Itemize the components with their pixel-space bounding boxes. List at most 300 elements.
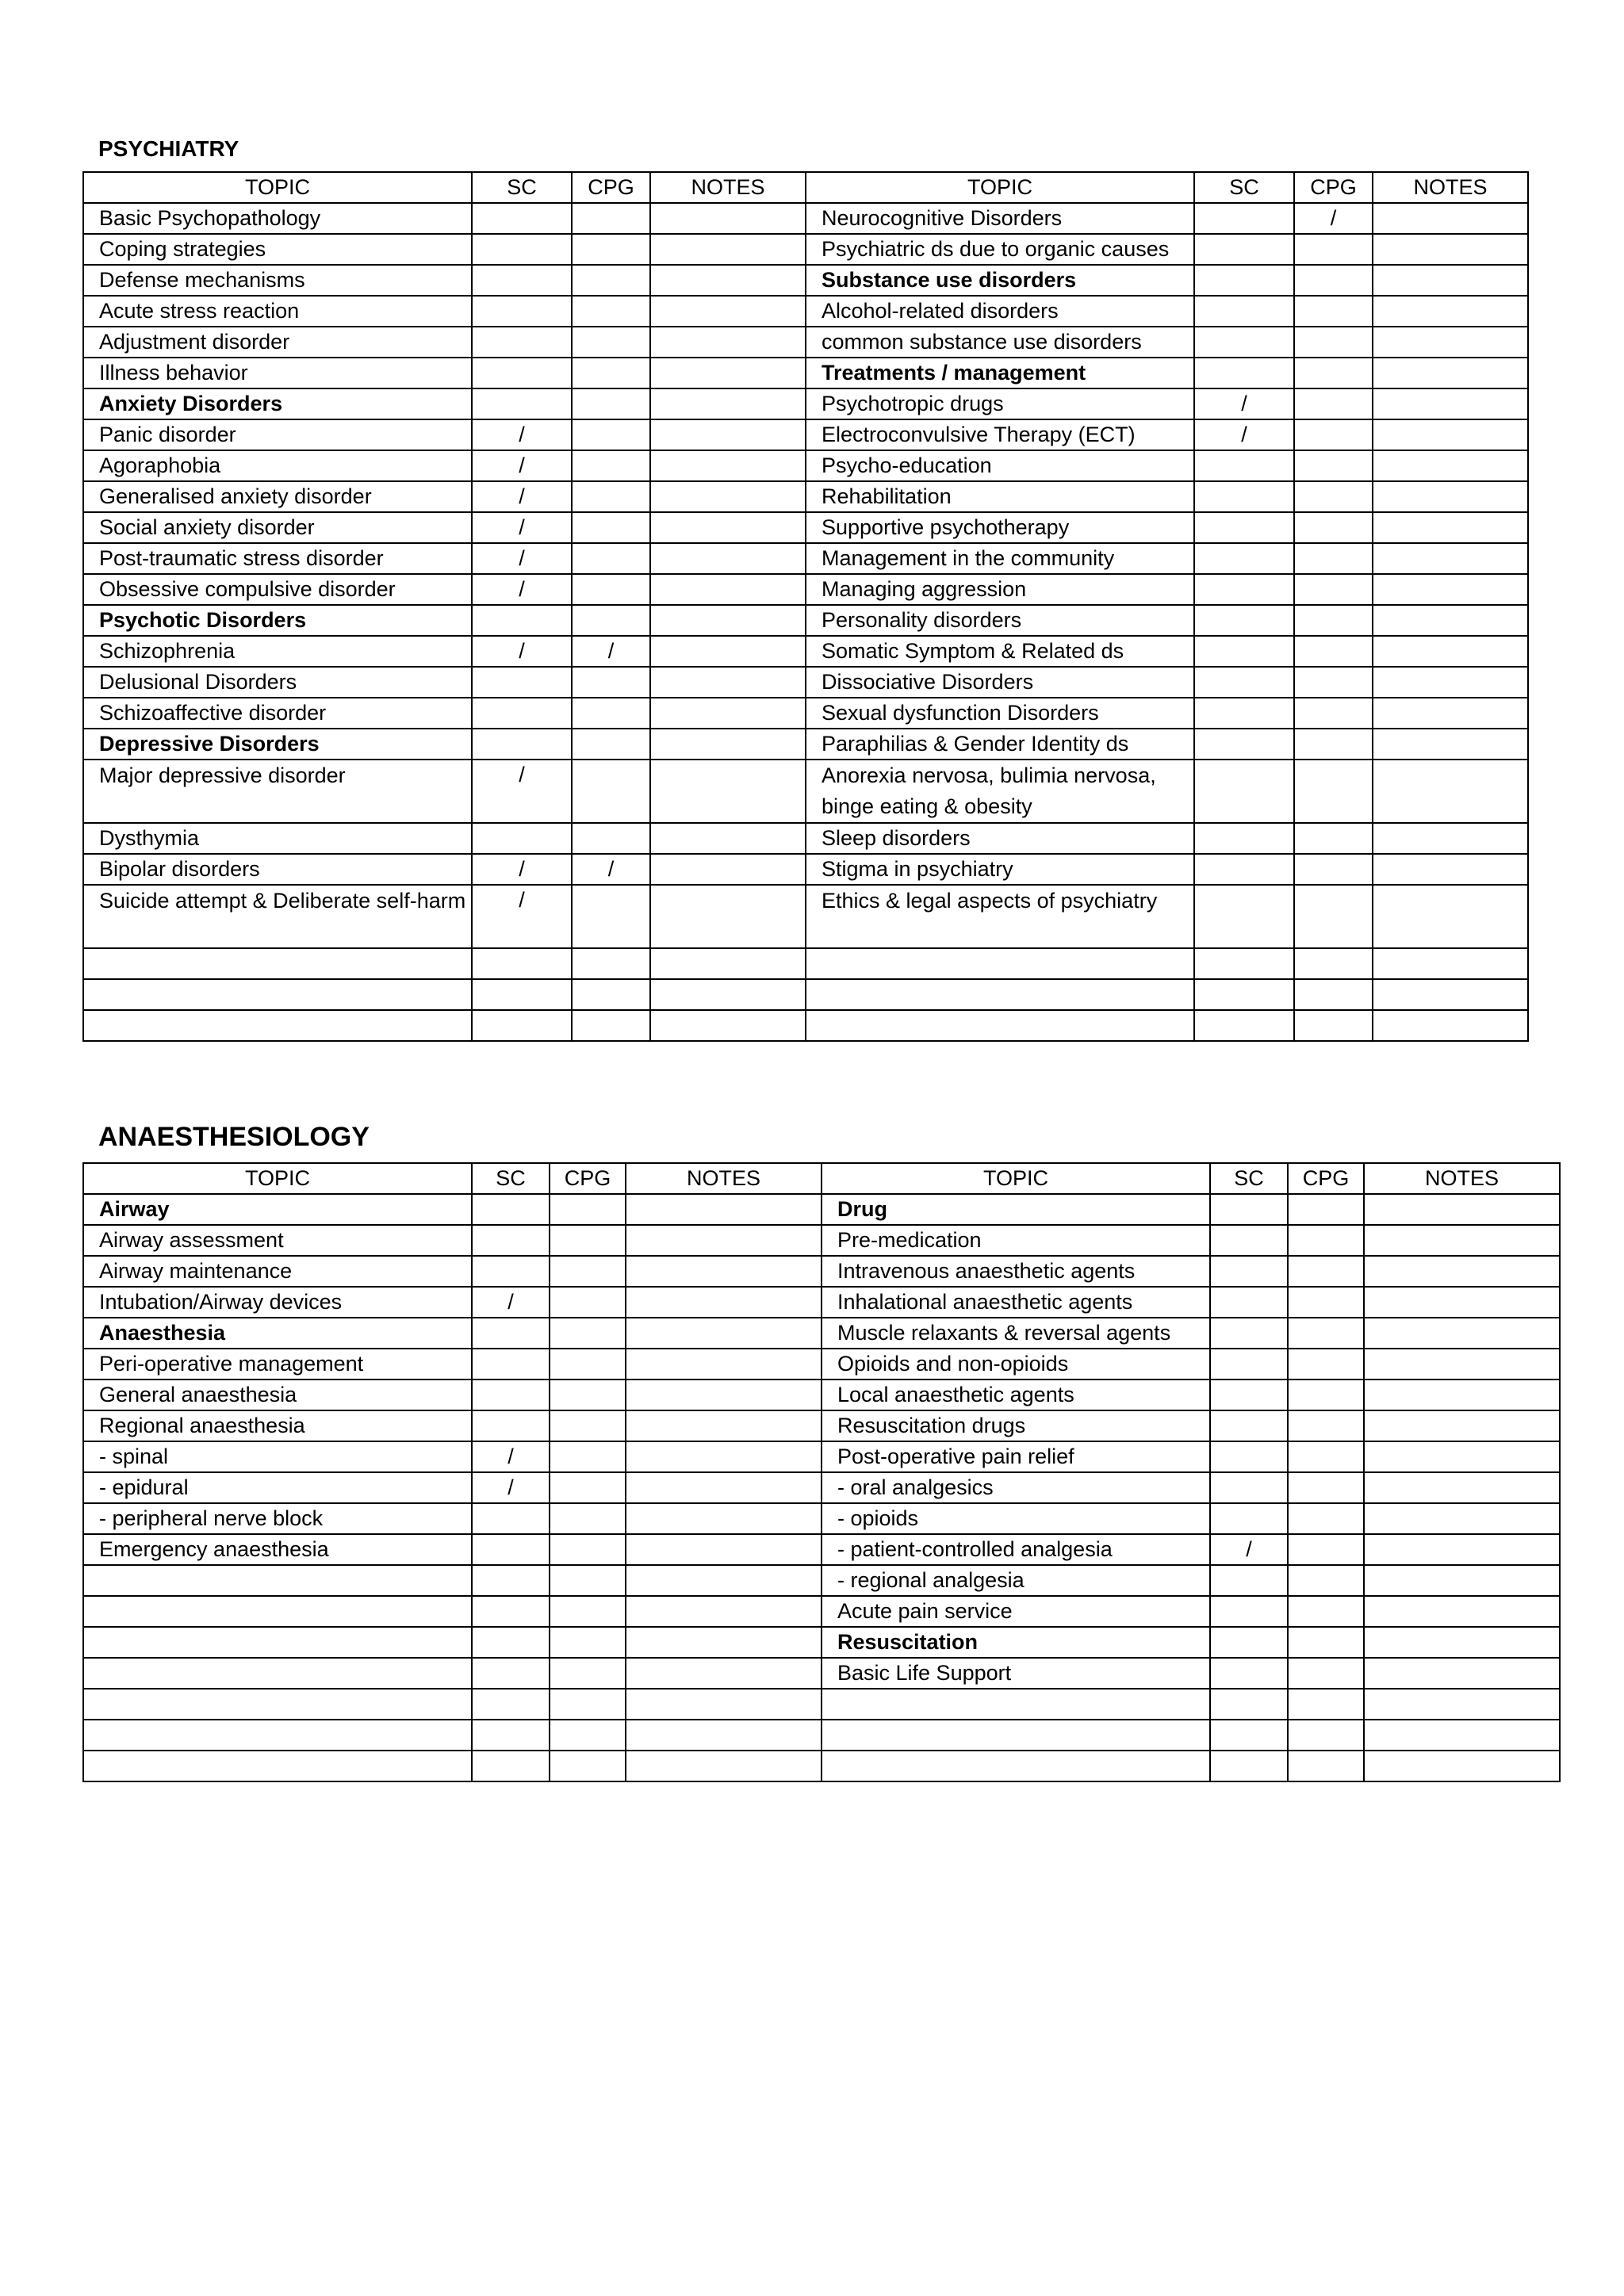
topic-cell-left [83, 1658, 472, 1689]
cpg-cell-left [572, 327, 650, 358]
table-row [83, 1410, 1560, 1441]
cpg-cell-right [1288, 1596, 1364, 1627]
sc-cell-left [472, 1596, 550, 1627]
cpg-cell-left [550, 1349, 626, 1380]
cpg-cell-right [1294, 636, 1373, 667]
topic-cell-left: Defense mechanisms [83, 265, 472, 296]
cpg-cell-left [572, 698, 650, 729]
table-row [83, 1658, 1560, 1689]
cpg-cell-left [572, 234, 650, 265]
topic-cell-right [806, 979, 1194, 1010]
notes-cell-left [650, 296, 806, 327]
topic-cell-left: Psychotic Disorders [83, 605, 472, 636]
topic-cell-left: - spinal [83, 1441, 472, 1472]
header-cpg-right: CPG [1288, 1163, 1364, 1194]
notes-cell-left [650, 481, 806, 512]
sc-cell-left: / [472, 1441, 550, 1472]
topic-cell-left: Anaesthesia [83, 1318, 472, 1349]
cpg-cell-right [1294, 760, 1373, 823]
sc-cell-left [472, 948, 572, 979]
topic-cell-right: Neurocognitive Disorders [806, 203, 1194, 234]
notes-cell-right [1373, 605, 1528, 636]
header-cpg-left: CPG [572, 172, 650, 203]
sc-cell-right [1194, 543, 1294, 574]
cpg-cell-left [550, 1380, 626, 1410]
topic-cell-left: Basic Psychopathology [83, 203, 472, 234]
sc-cell-left [472, 698, 572, 729]
notes-cell-right [1373, 512, 1528, 543]
topic-cell-right: Anorexia nervosa, bulimia nervosa, binge eating & obesity [806, 760, 1194, 823]
sc-cell-right [1194, 885, 1294, 948]
sc-cell-left [472, 667, 572, 698]
topic-cell-left: Bipolar disorders [83, 854, 472, 885]
notes-cell-left [626, 1689, 822, 1720]
topic-cell-right: Supportive psychotherapy [806, 512, 1194, 543]
topic-cell-right: Basic Life Support [822, 1658, 1210, 1689]
sc-cell-right [1194, 1010, 1294, 1041]
cpg-cell-right [1294, 729, 1373, 760]
sc-cell-right [1210, 1287, 1288, 1318]
sc-cell-right [1194, 823, 1294, 854]
psychiatry-title: PSYCHIATRY [98, 136, 239, 161]
sc-cell-right: / [1194, 419, 1294, 450]
notes-cell-right [1364, 1318, 1560, 1349]
sc-cell-right [1194, 979, 1294, 1010]
cpg-cell-right [1294, 948, 1373, 979]
notes-cell-left [626, 1349, 822, 1380]
notes-cell-left [650, 729, 806, 760]
topic-cell-left [83, 979, 472, 1010]
cpg-cell-right: / [1294, 203, 1373, 234]
topic-cell-left: - epidural [83, 1472, 472, 1503]
notes-cell-right [1373, 543, 1528, 574]
topic-cell-left: Airway [83, 1194, 472, 1225]
sc-cell-right [1210, 1349, 1288, 1380]
cpg-cell-left [572, 948, 650, 979]
sc-cell-left: / [472, 481, 572, 512]
sc-cell-left: / [472, 512, 572, 543]
topic-cell-left: Dysthymia [83, 823, 472, 854]
cpg-cell-right [1294, 388, 1373, 419]
notes-cell-right [1373, 234, 1528, 265]
notes-cell-right [1364, 1225, 1560, 1256]
topic-cell-left [83, 1596, 472, 1627]
sc-cell-left [472, 823, 572, 854]
topic-cell-right: Intravenous anaesthetic agents [822, 1256, 1210, 1287]
notes-cell-left [650, 854, 806, 885]
table-row [83, 1720, 1560, 1751]
sc-cell-right [1210, 1565, 1288, 1596]
cpg-cell-right [1294, 358, 1373, 388]
cpg-cell-right [1294, 327, 1373, 358]
notes-cell-left [650, 698, 806, 729]
notes-cell-right [1373, 450, 1528, 481]
anaesthesiology-table [82, 1162, 1561, 1782]
cpg-cell-left [550, 1596, 626, 1627]
notes-cell-left [626, 1751, 822, 1781]
topic-cell-left: Post-traumatic stress disorder [83, 543, 472, 574]
cpg-cell-left [572, 979, 650, 1010]
notes-cell-left [650, 979, 806, 1010]
topic-cell-right: Acute pain service [822, 1596, 1210, 1627]
cpg-cell-right [1288, 1441, 1364, 1472]
topic-cell-right: Managing aggression [806, 574, 1194, 605]
sc-cell-right [1210, 1441, 1288, 1472]
sc-cell-right [1194, 948, 1294, 979]
topic-cell-left [83, 1565, 472, 1596]
table-row [83, 1287, 1560, 1318]
notes-cell-right [1364, 1658, 1560, 1689]
cpg-cell-right [1294, 698, 1373, 729]
cpg-cell-left [550, 1441, 626, 1472]
cpg-cell-left [550, 1194, 626, 1225]
topic-cell-right: Sexual dysfunction Disorders [806, 698, 1194, 729]
sc-cell-left: / [472, 760, 572, 823]
cpg-cell-left [550, 1627, 626, 1658]
header-topic-left: TOPIC [83, 1163, 472, 1194]
cpg-cell-right [1294, 574, 1373, 605]
cpg-cell-left [572, 667, 650, 698]
notes-cell-left [626, 1472, 822, 1503]
notes-cell-right [1364, 1472, 1560, 1503]
topic-cell-right: Dissociative Disorders [806, 667, 1194, 698]
table-row [83, 948, 1528, 979]
table-row [83, 760, 1528, 823]
table-row [83, 296, 1528, 327]
cpg-cell-right [1294, 667, 1373, 698]
topic-cell-right: common substance use disorders [806, 327, 1194, 358]
table-row [83, 1627, 1560, 1658]
cpg-cell-left [572, 885, 650, 948]
topic-cell-right: Inhalational anaesthetic agents [822, 1287, 1210, 1318]
cpg-cell-right [1288, 1658, 1364, 1689]
header-sc-left: SC [472, 172, 572, 203]
notes-cell-right [1373, 854, 1528, 885]
notes-cell-right [1364, 1287, 1560, 1318]
sc-cell-right [1194, 265, 1294, 296]
sc-cell-left [472, 1627, 550, 1658]
notes-cell-right [1364, 1503, 1560, 1534]
sc-cell-left [472, 1194, 550, 1225]
notes-cell-right [1373, 636, 1528, 667]
table-row [83, 574, 1528, 605]
table-row [83, 1380, 1560, 1410]
notes-cell-right [1373, 358, 1528, 388]
topic-cell-right: Resuscitation [822, 1627, 1210, 1658]
topic-cell-right: Stigma in psychiatry [806, 854, 1194, 885]
sc-cell-right [1210, 1627, 1288, 1658]
table-row [83, 1751, 1560, 1781]
sc-cell-right: / [1210, 1534, 1288, 1565]
sc-cell-left [472, 1256, 550, 1287]
cpg-cell-right [1288, 1225, 1364, 1256]
notes-cell-left [626, 1380, 822, 1410]
cpg-cell-right [1288, 1751, 1364, 1781]
cpg-cell-left [572, 388, 650, 419]
sc-cell-left [472, 1380, 550, 1410]
notes-cell-left [626, 1565, 822, 1596]
cpg-cell-left [550, 1751, 626, 1781]
sc-cell-right [1194, 450, 1294, 481]
sc-cell-right [1194, 729, 1294, 760]
notes-cell-left [650, 760, 806, 823]
notes-cell-left [626, 1441, 822, 1472]
cpg-cell-right [1294, 885, 1373, 948]
topic-cell-right: Resuscitation drugs [822, 1410, 1210, 1441]
notes-cell-left [650, 512, 806, 543]
table-row [83, 450, 1528, 481]
sc-cell-right [1194, 296, 1294, 327]
notes-cell-left [650, 667, 806, 698]
notes-cell-right [1373, 481, 1528, 512]
topic-cell-right: Psycho-education [806, 450, 1194, 481]
topic-cell-right [822, 1751, 1210, 1781]
sc-cell-right [1210, 1194, 1288, 1225]
cpg-cell-right [1294, 512, 1373, 543]
sc-cell-left [472, 1503, 550, 1534]
sc-cell-right [1210, 1225, 1288, 1256]
notes-cell-left [626, 1318, 822, 1349]
table-row [83, 1225, 1560, 1256]
table-row [83, 1689, 1560, 1720]
cpg-cell-left [572, 1010, 650, 1041]
sc-cell-right [1210, 1380, 1288, 1410]
sc-cell-right [1210, 1751, 1288, 1781]
cpg-cell-right [1294, 543, 1373, 574]
sc-cell-left [472, 979, 572, 1010]
notes-cell-right [1364, 1349, 1560, 1380]
cpg-cell-right [1288, 1318, 1364, 1349]
cpg-cell-right [1288, 1689, 1364, 1720]
notes-cell-right [1364, 1627, 1560, 1658]
topic-cell-right: Alcohol-related disorders [806, 296, 1194, 327]
topic-cell-left [83, 1689, 472, 1720]
notes-cell-right [1373, 948, 1528, 979]
topic-cell-right: Post-operative pain relief [822, 1441, 1210, 1472]
sc-cell-left [472, 1751, 550, 1781]
header-notes-left: NOTES [626, 1163, 822, 1194]
notes-cell-left [626, 1287, 822, 1318]
topic-cell-right: Pre-medication [822, 1225, 1210, 1256]
sc-cell-left [472, 1565, 550, 1596]
notes-cell-left [626, 1627, 822, 1658]
topic-cell-left: Acute stress reaction [83, 296, 472, 327]
topic-cell-left: Emergency anaesthesia [83, 1534, 472, 1565]
sc-cell-left: / [472, 543, 572, 574]
notes-cell-left [650, 636, 806, 667]
sc-cell-right [1194, 636, 1294, 667]
topic-cell-right [822, 1720, 1210, 1751]
topic-cell-right: Paraphilias & Gender Identity ds [806, 729, 1194, 760]
topic-cell-left: Depressive Disorders [83, 729, 472, 760]
sc-cell-right [1210, 1720, 1288, 1751]
notes-cell-left [650, 203, 806, 234]
topic-cell-right: Local anaesthetic agents [822, 1380, 1210, 1410]
topic-cell-right: Psychotropic drugs [806, 388, 1194, 419]
topic-cell-right: Rehabilitation [806, 481, 1194, 512]
notes-cell-right [1373, 419, 1528, 450]
cpg-cell-left [550, 1472, 626, 1503]
cpg-cell-left [572, 450, 650, 481]
sc-cell-left [472, 388, 572, 419]
topic-cell-right: Treatments / management [806, 358, 1194, 388]
notes-cell-left [650, 450, 806, 481]
topic-cell-right: - oral analgesics [822, 1472, 1210, 1503]
cpg-cell-right [1294, 605, 1373, 636]
notes-cell-right [1373, 388, 1528, 419]
topic-cell-right: Ethics & legal aspects of psychiatry [806, 885, 1194, 948]
cpg-cell-right [1294, 419, 1373, 450]
cpg-cell-right [1294, 450, 1373, 481]
cpg-cell-right [1294, 481, 1373, 512]
cpg-cell-left [550, 1287, 626, 1318]
table-row [83, 1349, 1560, 1380]
cpg-cell-left [550, 1565, 626, 1596]
table-row [83, 605, 1528, 636]
header-notes-left: NOTES [650, 172, 806, 203]
topic-cell-left: Adjustment disorder [83, 327, 472, 358]
notes-cell-right [1364, 1194, 1560, 1225]
cpg-cell-right [1288, 1565, 1364, 1596]
cpg-cell-left [550, 1689, 626, 1720]
table-row [83, 234, 1528, 265]
table-row [83, 1534, 1560, 1565]
header-sc-right: SC [1194, 172, 1294, 203]
cpg-cell-left [572, 574, 650, 605]
cpg-cell-left: / [572, 636, 650, 667]
sc-cell-right [1194, 234, 1294, 265]
sc-cell-right [1210, 1472, 1288, 1503]
cpg-cell-right [1288, 1256, 1364, 1287]
table-row [83, 1256, 1560, 1287]
header-sc-right: SC [1210, 1163, 1288, 1194]
cpg-cell-right [1288, 1503, 1364, 1534]
header-cpg-right: CPG [1294, 172, 1373, 203]
sc-cell-right [1194, 698, 1294, 729]
topic-cell-right [806, 1010, 1194, 1041]
sc-cell-right [1210, 1596, 1288, 1627]
topic-cell-right: - opioids [822, 1503, 1210, 1534]
notes-cell-right [1373, 574, 1528, 605]
topic-cell-left: Coping strategies [83, 234, 472, 265]
topic-cell-right [806, 948, 1194, 979]
notes-cell-left [650, 823, 806, 854]
sc-cell-right [1210, 1410, 1288, 1441]
anaesthesiology-title: ANAESTHESIOLOGY [98, 1122, 370, 1152]
table-header-row [83, 1163, 1560, 1194]
notes-cell-left [626, 1534, 822, 1565]
cpg-cell-left [550, 1658, 626, 1689]
notes-cell-left [626, 1503, 822, 1534]
notes-cell-right [1364, 1380, 1560, 1410]
notes-cell-left [626, 1225, 822, 1256]
sc-cell-right [1210, 1318, 1288, 1349]
topic-cell-right: Sleep disorders [806, 823, 1194, 854]
notes-cell-right [1364, 1751, 1560, 1781]
notes-cell-right [1364, 1720, 1560, 1751]
sc-cell-right [1210, 1503, 1288, 1534]
header-cpg-left: CPG [550, 1163, 626, 1194]
topic-cell-left: Delusional Disorders [83, 667, 472, 698]
sc-cell-right: / [1194, 388, 1294, 419]
cpg-cell-left [550, 1225, 626, 1256]
topic-cell-left: Peri-operative management [83, 1349, 472, 1380]
sc-cell-right [1194, 854, 1294, 885]
sc-cell-left [472, 327, 572, 358]
notes-cell-left [650, 885, 806, 948]
topic-cell-right: Personality disorders [806, 605, 1194, 636]
sc-cell-right [1194, 358, 1294, 388]
cpg-cell-left [572, 760, 650, 823]
topic-cell-left: Agoraphobia [83, 450, 472, 481]
cpg-cell-left [572, 512, 650, 543]
header-topic-left: TOPIC [83, 172, 472, 203]
table-row [83, 1565, 1560, 1596]
topic-cell-left [83, 1751, 472, 1781]
notes-cell-right [1364, 1596, 1560, 1627]
cpg-cell-right [1288, 1349, 1364, 1380]
header-sc-left: SC [472, 1163, 550, 1194]
table-row [83, 667, 1528, 698]
notes-cell-right [1373, 327, 1528, 358]
sc-cell-left [472, 265, 572, 296]
topic-cell-left: Generalised anxiety disorder [83, 481, 472, 512]
table-row [83, 1441, 1560, 1472]
sc-cell-right [1210, 1689, 1288, 1720]
notes-cell-right [1373, 885, 1528, 948]
topic-cell-left: - peripheral nerve block [83, 1503, 472, 1534]
sc-cell-left: / [472, 419, 572, 450]
notes-cell-left [650, 574, 806, 605]
notes-cell-left [650, 419, 806, 450]
notes-cell-right [1364, 1410, 1560, 1441]
header-topic-right: TOPIC [822, 1163, 1210, 1194]
cpg-cell-left [550, 1410, 626, 1441]
topic-cell-left [83, 1720, 472, 1751]
topic-cell-right: Psychiatric ds due to organic causes [806, 234, 1194, 265]
sc-cell-left: / [472, 636, 572, 667]
notes-cell-left [650, 234, 806, 265]
table-row [83, 203, 1528, 234]
notes-cell-right [1373, 667, 1528, 698]
cpg-cell-left [572, 203, 650, 234]
table-row [83, 388, 1528, 419]
notes-cell-left [650, 1010, 806, 1041]
sc-cell-left [472, 1534, 550, 1565]
sc-cell-left [472, 1349, 550, 1380]
topic-cell-right: - patient-controlled analgesia [822, 1534, 1210, 1565]
cpg-cell-right [1288, 1194, 1364, 1225]
topic-cell-right: - regional analgesia [822, 1565, 1210, 1596]
notes-cell-right [1373, 760, 1528, 823]
sc-cell-right [1194, 327, 1294, 358]
sc-cell-right [1194, 203, 1294, 234]
topic-cell-left: General anaesthesia [83, 1380, 472, 1410]
sc-cell-right [1194, 667, 1294, 698]
sc-cell-left [472, 1010, 572, 1041]
cpg-cell-left [572, 358, 650, 388]
cpg-cell-left: / [572, 854, 650, 885]
topic-cell-left [83, 948, 472, 979]
table-row [83, 358, 1528, 388]
notes-cell-right [1373, 698, 1528, 729]
topic-cell-right: Opioids and non-opioids [822, 1349, 1210, 1380]
table-row [83, 419, 1528, 450]
table-row [83, 729, 1528, 760]
cpg-cell-left [572, 419, 650, 450]
sc-cell-left [472, 1225, 550, 1256]
topic-cell-left: Suicide attempt & Deliberate self-harm [83, 885, 472, 948]
